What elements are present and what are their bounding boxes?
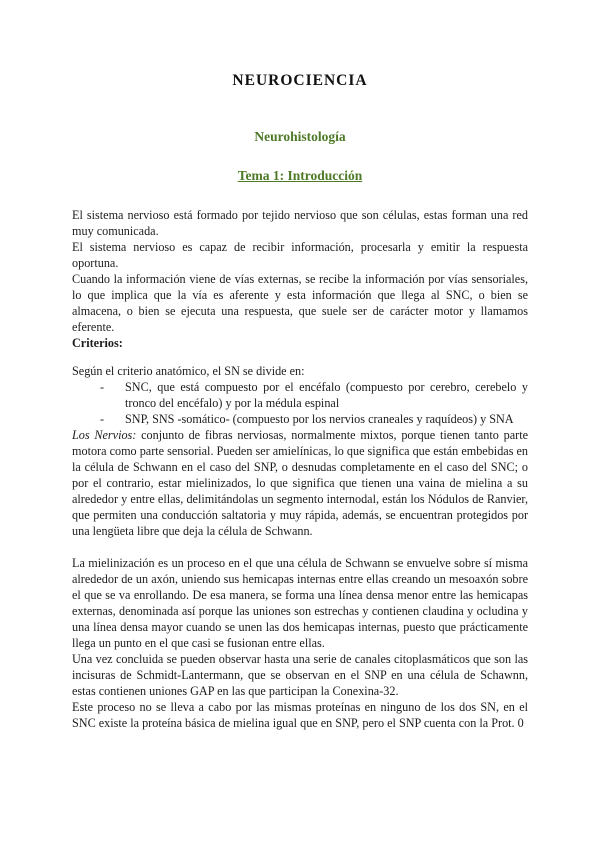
paragraph-intro-1: El sistema nervioso está formado por tejido nervioso que son células, estas forman una red muy comunicada. bbox=[72, 208, 528, 238]
list-item-snc bbox=[72, 379, 528, 411]
document-subtitle: Neurohistología bbox=[254, 129, 346, 144]
list-item-text-snc: SNC, que está compuesto por el encéfalo (compuesto por cerebro, cerebelo y tronco del encéfalo) y por la médula espinal bbox=[125, 380, 528, 410]
paragraph-nervios bbox=[72, 427, 528, 539]
document-body bbox=[72, 207, 528, 731]
list-bullet: - bbox=[100, 412, 105, 426]
criterios-list bbox=[72, 379, 528, 427]
document-title: NEUROCIENCIA bbox=[232, 72, 368, 89]
list-bullet: - bbox=[100, 380, 105, 394]
paragraph-mielinizacion-1: La mielinización es un proceso en el que una célula de Schwann se envuelve sobre sí misma alrededor de un axón, uniendo sus hemicapas internas entre ellas creando un mesoaxón sobre el que se va enrollando. De esa manera, se forma una línea densa menor entre las hemicapas externas, denominada así porque las uniones son estrechas y contienen claudina y ocludina y una línea densa mayor cuando se unen las dos hemicapas internas, puesto que prácticamente llega un punto en el que casi se fusionan entre ellas. bbox=[72, 556, 528, 650]
nervios-text: conjunto de fibras nerviosas, normalmente mixtos, porque tienen tanto parte motora como parte sensorial. Pueden ser amielínicas, lo que significa que están embebidas en la célula de Schwann en el caso del SNP, o desnudas completamente en el caso del SNC; o por el contrario, estar mielinizados, lo que significa que tienen una vaina de mielina a su alrededor y entre ellas, delimitándolas un segmento internodal, están los Nódulos de Ranvier, que permiten una conducción saltatoria y muy rápida, además, se encuentran protegidos por una lengüeta libre que deja la célula de Schwann. bbox=[72, 428, 529, 538]
list-item-snp bbox=[72, 411, 528, 427]
nervios-label: Los Nervios: bbox=[72, 428, 137, 442]
criterios-block bbox=[72, 363, 528, 427]
section-heading-tema1: Tema 1: Introducción bbox=[237, 168, 363, 183]
criterios-heading: Criterios: bbox=[72, 336, 123, 350]
mielinizacion-block bbox=[72, 555, 528, 699]
paragraph-final: Este proceso no se lleva a cabo por las mismas proteínas en ninguno de los dos SN, en el SNC existe la proteína básica de mielina igual que en SNP, pero el SNP cuenta con la Prot. 0 bbox=[72, 700, 528, 730]
paragraph-mielinizacion-2: Una vez concluida se pueden observar hasta una serie de canales citoplasmáticos que son las incisuras de Schmidt-Lantermann, que se observan en el SNP en una célula de Schawnn, estas contienen uniones GAP en las que participan la Conexina-32. bbox=[72, 652, 528, 698]
criterios-intro: Según el criterio anatómico, el SN se divide en: bbox=[72, 364, 305, 378]
paragraph-intro-3: Cuando la información viene de vías externas, se recibe la información por vías sensoriales, lo que implica que la vía es aferente y esta información que llega al SNC, o bien se almacena, o bien se ejecuta una respuesta, que suele ser de carácter motor y llamamos eferente. bbox=[72, 272, 528, 334]
list-item-text-snp: SNP, SNS -somático- (compuesto por los nervios craneales y raquídeos) y SNA bbox=[125, 412, 514, 426]
paragraph-intro-2: El sistema nervioso es capaz de recibir información, procesarla y emitir la respuesta oportuna. bbox=[72, 240, 528, 270]
intro-block bbox=[72, 207, 528, 335]
